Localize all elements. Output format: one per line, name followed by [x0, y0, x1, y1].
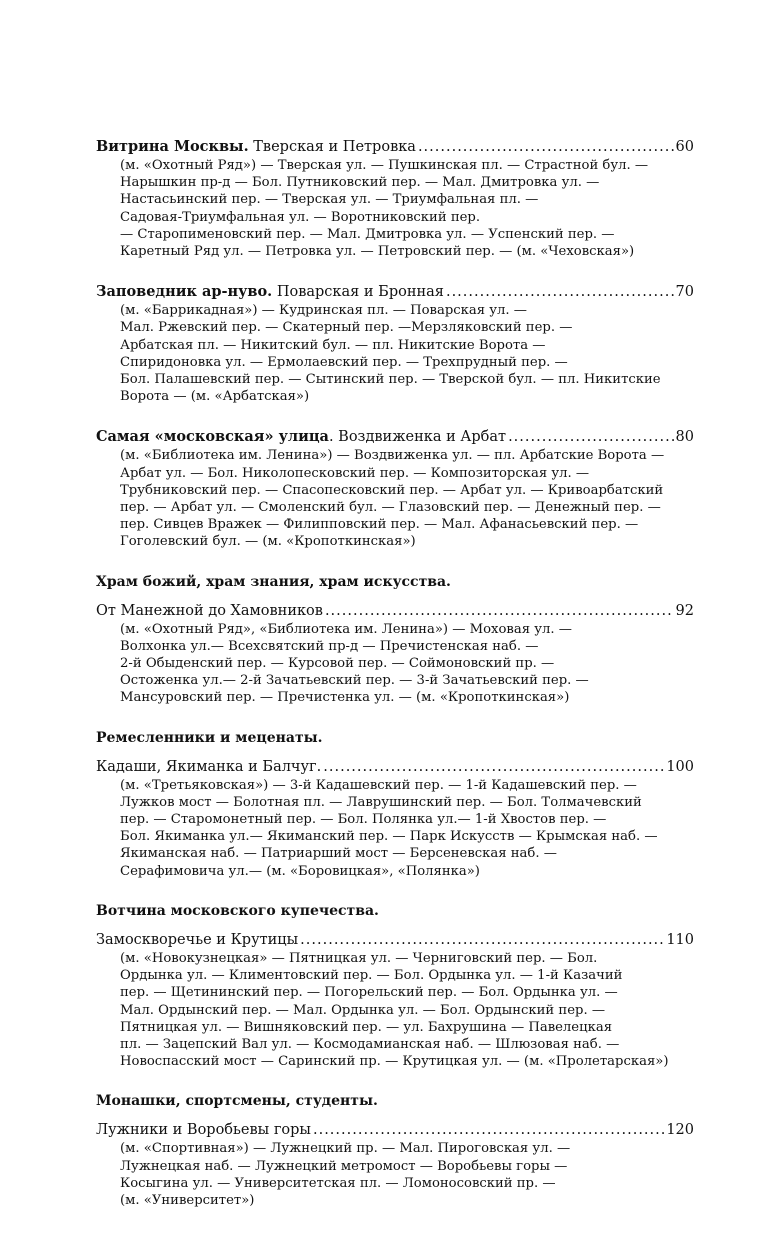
route-line: пер. — Щетининский пер. — Погорельский пер. — Бол. Ордынка ул. — — [120, 985, 618, 1001]
route-line: (м. «Библиотека им. Ленина») — Воздвиженка ул. — пл. Арбатские Ворота — — [120, 448, 665, 464]
entry-title-bold: Заповедник ар-нуво. — [96, 283, 273, 301]
entry-title-rest: Поварская и Бронная — [272, 284, 444, 301]
section-group-heading: Храм божий, храм знания, храм искусства. — [96, 573, 451, 590]
entry-title — [96, 427, 506, 447]
route-line: (м. «Охотный Ряд») — Тверская ул. — Пушкинская пл. — Страстной бул. — — [120, 158, 649, 173]
entry-title-bold: Самая «московская» улица — [96, 428, 329, 446]
section-group-heading: Ремесленники и меценаты. — [96, 729, 323, 746]
dot-leader — [418, 137, 674, 157]
route-line: Арбат ул. — Бол. Николопесковский пер. — Композиторская ул. — — [120, 465, 590, 481]
route-line: Якиманская наб. — Патриарший мост — Берсеневская наб. — — [120, 846, 557, 862]
entry-title — [96, 282, 444, 302]
entry-title-rest: Тверская и Петровка — [248, 139, 416, 155]
route-line: Остоженка ул.— 2-й Зачатьевский пер. — 3-й Зачатьевский пер. — — [120, 673, 589, 689]
route-line: (м. «Новокузнецкая» — Пятницкая ул. — Черниговский пер. — Бол. — [120, 950, 598, 966]
route-line: Новоспасский мост — Саринский пр. — Крутицкая ул. — (м. «Пролетарская») — [120, 1054, 669, 1070]
entry-title-line[interactable] — [96, 601, 694, 621]
toc-entry — [96, 282, 694, 405]
route-line: Волхонка ул.— Всехсвятский пр-д — Пречистенская наб. — — [120, 638, 539, 654]
route-description — [96, 157, 694, 260]
route-line: Настасьинский пер. — Тверская ул. — Триумфальная пл. — — [120, 192, 539, 208]
dot-leader — [300, 930, 664, 950]
section-group-heading: Вотчина московского купечества. — [96, 902, 379, 919]
page-number: 120 — [666, 1122, 694, 1139]
route-line: пер. — Арбат ул. — Смоленский бул. — Глазовский пер. — Денежный пер. — — [120, 500, 661, 516]
entry-title: Замоскворечье и Крутицы — [96, 931, 299, 948]
toc-entry — [96, 902, 694, 1070]
dot-leader — [446, 282, 674, 302]
toc-entry — [96, 729, 694, 880]
section-group-heading: Монашки, спортсмены, студенты. — [96, 1093, 378, 1110]
route-line: Лужков мост — Болотная пл. — Лаврушинский пер. — Бол. Толмачевский — [120, 794, 642, 810]
route-description — [96, 950, 694, 1070]
entry-title-bold: Витрина Москвы. — [96, 138, 249, 155]
route-description — [96, 302, 694, 405]
entry-title-line[interactable] — [96, 137, 694, 157]
toc-entry — [96, 573, 694, 707]
route-line: (м. «Третьяковская») — 3-й Кадашевский пер. — 1-й Кадашевский пер. — — [120, 777, 637, 793]
route-line: Нарышкин пр-д — Бол. Путниковский пер. — Мал. Дмитровка ул. — — [120, 175, 600, 191]
route-line: (м. «Баррикадная») — Кудринская пл. — Поварская ул. — — [120, 303, 527, 319]
page-number: 60 — [675, 139, 694, 155]
page-number: 100 — [666, 758, 694, 775]
route-line: Мал. Ордынский пер. — Мал. Ордынка ул. — Бол. Ордынский пер. — — [120, 1002, 606, 1018]
toc-entry — [96, 137, 694, 260]
route-line: Арбатская пл. — Никитский бул. — пл. Никитские Ворота — — [120, 337, 546, 353]
entry-title-rest: . Воздвиженка и Арбат — [328, 429, 507, 446]
route-line: пер. Сивцев Вражек — Филипповский пер. — Мал. Афанасьевский пер. — — [120, 517, 639, 533]
dot-leader — [508, 427, 673, 447]
entry-title-line[interactable] — [96, 757, 694, 777]
route-line: Лужнецкая наб. — Лужнецкий метромост — Воробьевы горы — — [120, 1158, 568, 1174]
page-number: 80 — [675, 429, 694, 446]
route-line: Бол. Якиманка ул.— Якиманский пер. — Парк Искусств — Крымская наб. — — [120, 829, 658, 845]
route-line: Ордынка ул. — Климентовский пер. — Бол. Ордынка ул. — 1-й Казачий — [120, 968, 623, 984]
route-description — [96, 777, 694, 880]
route-line: 2-й Обыденский пер. — Курсовой пер. — Соймоновский пр. — — [120, 656, 555, 672]
route-description — [96, 621, 694, 707]
entry-title-line[interactable] — [96, 930, 694, 950]
route-line: (м. «Спортивная») — Лужнецкий пр. — Мал. Пироговская ул. — — [120, 1141, 571, 1157]
page-number: 110 — [666, 931, 694, 948]
route-line: Серафимовича ул.— (м. «Боровицкая», «Полянка») — [120, 863, 480, 879]
route-line: Пятницкая ул. — Вишняковский пер. — ул. Бахрушина — Павелецкая — [120, 1019, 613, 1035]
entry-title: От Манежной до Хамовников — [96, 602, 323, 619]
route-line: пл. — Зацепский Вал ул. — Космодамианская наб. — Шлюзовая наб. — — [120, 1036, 620, 1052]
route-line: (м. «Университет») — [120, 1192, 255, 1208]
route-line: Мансуровский пер. — Пречистенка ул. — (м. «Кропоткинская») — [120, 690, 570, 706]
route-line: Трубниковский пер. — Спасопесковский пер. — Арбат ул. — Кривоарбатский — [120, 482, 664, 498]
dot-leader — [323, 757, 664, 777]
route-line: Ворота — (м. «Арбатская») — [120, 389, 310, 405]
dot-leader — [313, 1120, 664, 1140]
route-line: Каретный Ряд ул. — Петровка ул. — Петровский пер. — (м. «Чеховская») — [120, 244, 635, 260]
route-line: Мал. Ржевский пер. — Скатерный пер. —Мерзляковский пер. — — [120, 320, 573, 336]
route-line: Бол. Палашевский пер. — Сытинский пер. — Тверской бул. — пл. Никитские — [120, 372, 661, 388]
route-line: пер. — Старомонетный пер. — Бол. Полянка ул.— 1-й Хвостов пер. — — [120, 812, 607, 828]
entry-title — [96, 137, 416, 157]
entry-title-line[interactable] — [96, 282, 694, 302]
entry-title-line[interactable] — [96, 1120, 694, 1140]
dot-leader — [325, 601, 674, 621]
route-line: Спиридоновка ул. — Ермолаевский пер. — Трехпрудный пер. — — [120, 354, 568, 370]
route-line: Садовая-Триумфальная ул. — Воротниковский пер. — [120, 209, 481, 225]
entry-title: Кадаши, Якиманка и Балчуг. — [96, 758, 322, 775]
toc-entry — [96, 427, 694, 550]
entry-title: Лужники и Воробьевы горы — [96, 1122, 311, 1139]
page-number: 70 — [675, 284, 694, 301]
route-line: Гоголевский бул. — (м. «Кропоткинская») — [120, 534, 416, 550]
entry-title-line[interactable] — [96, 427, 694, 447]
page-number: 92 — [675, 602, 694, 619]
route-line: (м. «Охотный Ряд», «Библиотека им. Ленина») — Моховая ул. — — [120, 621, 572, 637]
route-description — [96, 1140, 694, 1209]
route-line: Косыгина ул. — Университетская пл. — Ломоносовский пр. — — [120, 1175, 556, 1191]
route-description — [96, 447, 694, 550]
toc-entry — [96, 1092, 694, 1209]
route-line: — Старопименовский пер. — Мал. Дмитровка ул. — Успенский пер. — — [120, 226, 615, 242]
